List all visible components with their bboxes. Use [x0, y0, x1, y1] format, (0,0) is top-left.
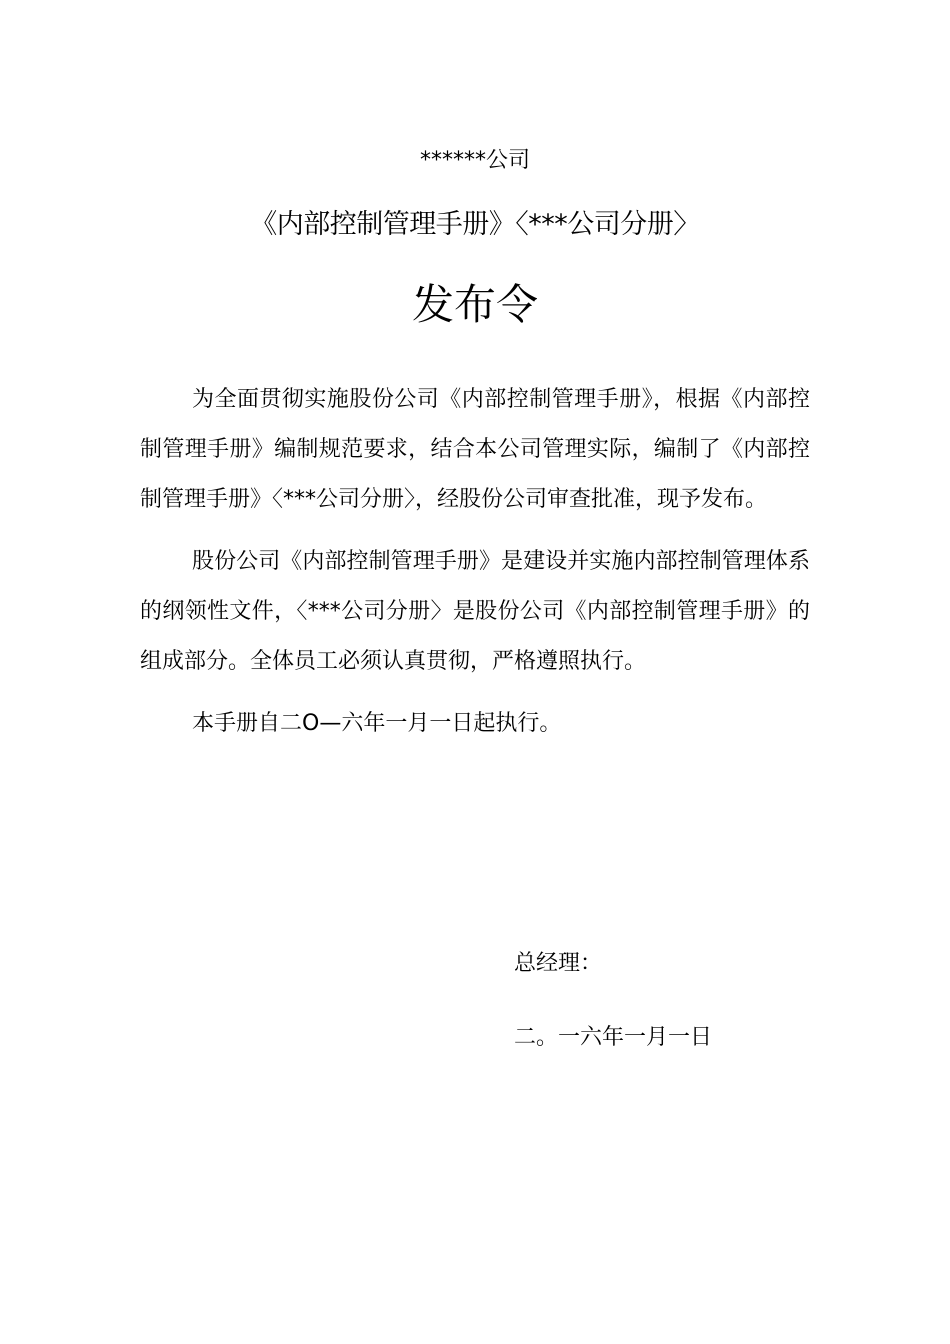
document-title: 发布令 — [411, 280, 538, 329]
document-subtitle: 《内部控制管理手册》〈***公司分册〉 — [250, 209, 700, 240]
document-body — [140, 375, 810, 761]
signature-title: 总经理： — [514, 951, 603, 976]
paragraph-3: 本手册自二O—六年一月一日起执行。 — [192, 711, 562, 736]
company-name: ******公司 — [419, 148, 530, 173]
signature-date: 二。一六年一月一日 — [514, 1025, 713, 1050]
paragraph-1: 为全面贯彻实施股份公司《内部控制管理手册》，根据《内部控制管理手册》编制规范要求，结合本公司管理实际，编制了《内部控制管理手册》〈***公司分册〉，经股份公司审查批准，现予发布。 — [140, 387, 810, 512]
paragraph-2: 股份公司《内部控制管理手册》是建设并实施内部控制管理体系的纲领性文件，〈***公司分册〉是股份公司《内部控制管理手册》的组成部分。全体员工必须认真贯彻，严格遵照执行。 — [140, 549, 810, 674]
